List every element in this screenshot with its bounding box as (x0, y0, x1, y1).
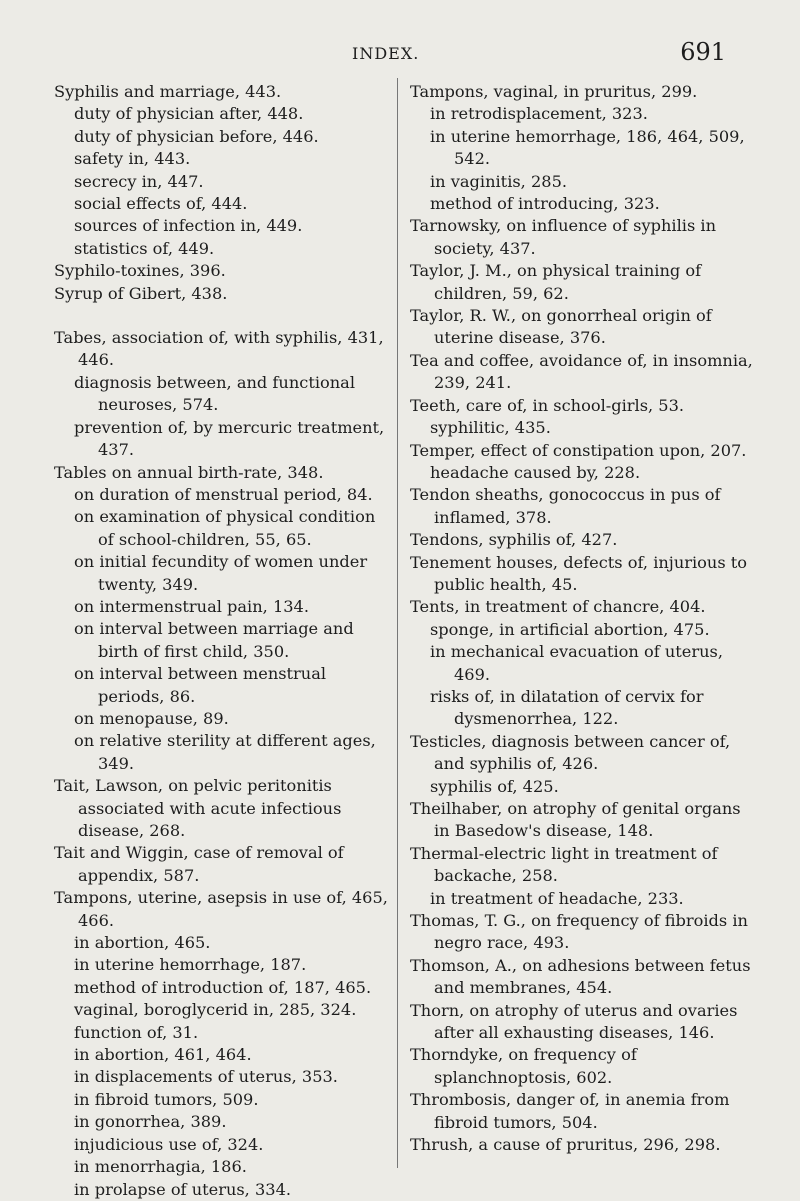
index-entry: Thermal-electric light in treatment of backache, 258. (410, 843, 718, 886)
running-head: INDEX. (352, 44, 420, 63)
index-subentry: function of, 31. (74, 1022, 199, 1042)
index-entry: Teeth, care of, in school-girls, 53. (410, 395, 685, 415)
index-entry: Syphilis and marriage, 443. (54, 82, 282, 101)
index-subentry: syphilitic, 435. (430, 418, 551, 438)
index-entry: Thorn, on atrophy of uterus and ovaries after all exhausting diseases, 146. (410, 1000, 738, 1043)
index-entry: Tenement houses, defects of, injurious to public health, 45. (410, 552, 748, 594)
index-entry: Theilhaber, on atrophy of genital organs in Basedow's disease, 148. (410, 799, 741, 841)
index-subentry: secrecy in, 447. (74, 171, 204, 191)
index-subentry: in menorrhagia, 186. (74, 1157, 247, 1177)
index-subentry: in gonorrhea, 389. (74, 1112, 227, 1132)
page-header (0, 40, 800, 76)
index-column-right (410, 81, 755, 1157)
index-subentry: sponge, in artificial abortion, 475. (430, 619, 710, 639)
index-entry: Thrombosis, danger of, in anemia from fibroid tumors, 504. (410, 1090, 730, 1132)
index-entry: Thorndyke, on frequency of splanchnoptosis, 602. (410, 1045, 637, 1087)
index-subentry: safety in, 443. (74, 149, 191, 169)
index-subentry: in vaginitis, 285. (430, 171, 568, 191)
index-entry: Syphilo-toxines, 396. (54, 261, 226, 281)
index-subentry: injudicious use of, 324. (74, 1134, 264, 1154)
index-column-left (54, 81, 394, 1201)
index-subentry: prevention of, by mercuric treatment, 437. (74, 417, 385, 460)
index-subentry: method of introducing, 323. (430, 194, 660, 214)
index-subentry: sources of infection in, 449. (74, 216, 303, 236)
index-subentry: risks of, in dilatation of cervix for dysmenorrhea, 122. (430, 686, 704, 729)
index-subentry: vaginal, boroglycerid in, 285, 324. (74, 1000, 357, 1020)
index-entry: Tampons, uterine, asepsis in use of, 465, 466. (54, 888, 388, 930)
index-entry: Temper, effect of constipation upon, 207. (410, 440, 747, 460)
index-subentry: method of introduction of, 187, 465. (74, 977, 372, 997)
index-subentry: in prolapse of uterus, 334. (74, 1179, 292, 1199)
index-entry: Thomas, T. G., on frequency of fibroids in negro race, 493. (410, 911, 748, 953)
index-entry: Tabes, association of, with syphilis, 431, 446. (54, 328, 384, 370)
index-subentry: syphilis of, 425. (430, 776, 559, 796)
index-entry: Tendon sheaths, gonococcus in pus of inflamed, 378. (410, 485, 721, 527)
index-subentry: on interval between menstrual periods, 86. (74, 664, 327, 706)
index-subentry: in treatment of headache, 233. (430, 888, 684, 908)
index-entry: Thrush, a cause of pruritus, 296, 298. (410, 1135, 721, 1155)
index-entry: Tea and coffee, avoidance of, in insomnia, 239, 241. (410, 350, 753, 393)
index-entry: Tables on annual birth-rate, 348. (54, 462, 324, 482)
index-entry: Syrup of Gibert, 438. (54, 283, 228, 303)
index-subentry: in retrodisplacement, 323. (430, 104, 648, 124)
index-subentry: in displacements of uterus, 353. (74, 1067, 338, 1087)
index-subentry: in abortion, 465. (74, 933, 211, 953)
index-subentry: on intermenstrual pain, 134. (74, 596, 309, 616)
index-subentry: in mechanical evacuation of uterus, 469. (430, 642, 723, 684)
column-divider (397, 78, 398, 1168)
index-subentry: duty of physician before, 446. (74, 126, 319, 146)
index-subentry: diagnosis between, and functional neuroses, 574. (74, 372, 356, 415)
index-subentry: headache caused by, 228. (430, 462, 641, 482)
index-entry: Tampons, vaginal, in pruritus, 299. (410, 82, 698, 101)
index-entry: Tents, in treatment of chancre, 404. (410, 597, 706, 617)
index-subentry: on examination of physical condition of school-children, 55, 65. (74, 507, 376, 549)
index-entry: Taylor, R. W., on gonorrheal origin of uterine disease, 376. (410, 306, 712, 348)
index-subentry: statistics of, 449. (74, 238, 215, 258)
index-subentry: in uterine hemorrhage, 187. (74, 955, 307, 975)
index-subentry: social effects of, 444. (74, 194, 248, 214)
index-subentry: in abortion, 461, 464. (74, 1045, 252, 1065)
index-subentry: on relative sterility at different ages, 349. (74, 731, 376, 773)
index-entry: Tarnowsky, on influence of syphilis in society, 437. (410, 216, 717, 258)
index-entry: Tait, Lawson, on pelvic peritonitis associated with acute infectious disease, 268. (54, 776, 342, 840)
index-subentry: on menopause, 89. (74, 708, 229, 728)
index-entry: Tendons, syphilis of, 427. (410, 530, 618, 550)
index-subentry: duty of physician after, 448. (74, 104, 304, 124)
index-entry: Taylor, J. M., on physical training of children, 59, 62. (410, 261, 702, 303)
index-subentry: on interval between marriage and birth of first child, 350. (74, 619, 354, 661)
index-entry: Testicles, diagnosis between cancer of, and syphilis of, 426. (410, 731, 731, 774)
index-subentry: on duration of menstrual period, 84. (74, 484, 373, 504)
index-entry: Thomson, A., on adhesions between fetus and membranes, 454. (410, 955, 751, 998)
page-number: 691 (680, 38, 726, 66)
index-subentry: in uterine hemorrhage, 186, 464, 509, 542. (430, 126, 745, 169)
index-subentry: in fibroid tumors, 509. (74, 1089, 259, 1109)
index-entry: Tait and Wiggin, case of removal of appendix, 587. (54, 843, 344, 885)
index-subentry: on initial fecundity of women under twenty, 349. (74, 552, 368, 594)
